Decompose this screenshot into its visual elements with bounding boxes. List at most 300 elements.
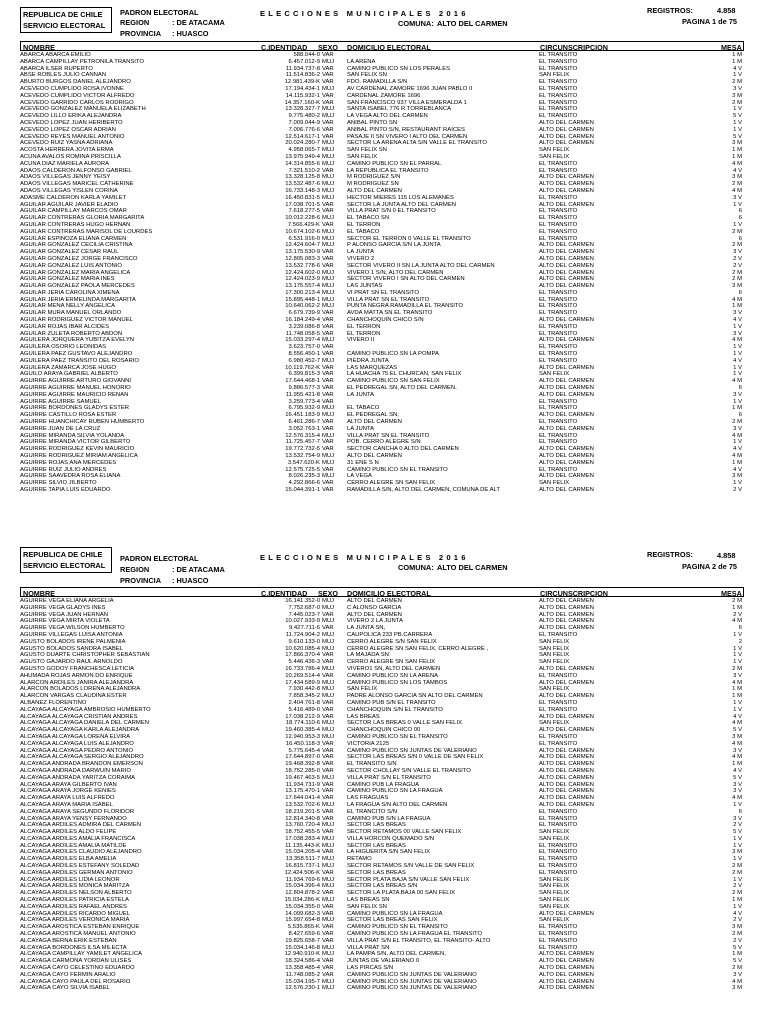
voter-name: AGUILAR GONZALEZ PAOLA MERCEDES	[20, 283, 135, 290]
table-row	[20, 761, 744, 768]
table-row	[20, 693, 744, 700]
provincia-value: : HUASCO	[172, 29, 209, 38]
voter-cedula: 11.514.836-2	[285, 72, 320, 79]
voter-name: AGUILAR CONTRERAS MARISOL DE LOURDES	[20, 228, 153, 235]
voter-cedula: 12.576.230-1	[285, 985, 320, 992]
page-number: PAGINA 1 de 75	[682, 17, 738, 26]
org-name-line2: SERVICIO ELECTORAL	[23, 21, 106, 30]
voter-cedula: 7.752.687-0	[288, 604, 320, 611]
voter-sexo: MUJ	[322, 618, 335, 625]
voter-mesa: 1 M	[732, 604, 742, 611]
voter-cedula: 15.997.654-8	[285, 917, 320, 924]
table-row	[20, 222, 744, 229]
voter-cedula: 5.535.865-K	[287, 924, 320, 931]
table-row	[20, 59, 744, 66]
table-row	[20, 754, 744, 761]
table-row	[20, 979, 744, 986]
voter-circunscripcion: EL TRANSITO	[539, 405, 578, 412]
voter-circunscripcion: SAN FELIX	[539, 645, 570, 652]
voter-cedula: 4.292.866-6	[288, 480, 320, 487]
voter-sexo: MUJ	[322, 944, 335, 951]
voter-circunscripcion: SAN FELIX	[539, 835, 570, 842]
voter-sexo: VAR	[322, 754, 334, 761]
voter-circunscripcion: EL TRANSITO	[539, 310, 578, 317]
voter-sexo: VAR	[322, 625, 334, 632]
voter-name: ACEVEDO LILLO ERIKA ALEJANDRA	[20, 113, 122, 120]
voter-sexo: VAR	[322, 92, 334, 99]
table-row	[20, 188, 744, 195]
voter-sexo: VAR	[322, 419, 334, 426]
election-title: ELECCIONES MUNICIPALES 2016	[260, 9, 469, 18]
voter-mesa: 1 V	[733, 364, 742, 371]
table-row	[20, 202, 744, 209]
voter-sexo: VAR	[322, 480, 334, 487]
voter-mesa: 2 V	[733, 262, 742, 269]
table-row	[20, 405, 744, 412]
voter-name: AGUILAR JERIA ERMELINDA MARGARITA	[20, 296, 136, 303]
voter-mesa: 1 V	[733, 876, 742, 883]
voter-circunscripcion: EL TRANSITO	[539, 289, 578, 296]
voter-sexo: MUJ	[322, 645, 335, 652]
voter-circunscripcion: ALTO DEL CARMEN	[539, 958, 594, 965]
voter-mesa: 4 V	[733, 446, 742, 453]
voter-domicilio: CAUPOLICA 233 PB.CARRERA	[347, 631, 433, 638]
voter-domicilio: LA MAJADA SN	[347, 652, 389, 659]
voter-mesa: 3 V	[733, 425, 742, 432]
table-row	[20, 174, 744, 181]
table-row	[20, 782, 744, 789]
voter-mesa: 2 V	[733, 611, 742, 618]
table-row	[20, 625, 744, 632]
voter-name: ALARCON ARDILES JANIRA ALEJANDRA	[20, 679, 134, 686]
voter-sexo: VAR	[322, 781, 334, 788]
voter-mesa: 4 M	[732, 160, 742, 167]
table-row	[20, 140, 744, 147]
voter-name: ALCAYAGA ARAYA JORGE KENIES	[20, 788, 116, 795]
voter-circunscripcion: EL TRANSITO	[539, 52, 578, 58]
voter-circunscripcion: EL TRANSITO	[539, 931, 578, 938]
voter-mesa: 3 V	[733, 391, 742, 398]
voter-sexo: MUJ	[322, 228, 335, 235]
table-row	[20, 249, 744, 256]
voter-cedula: 3.239.086-8	[288, 323, 320, 330]
voter-cedula: 10.674.102-6	[285, 228, 320, 235]
voter-mesa: 4 V	[733, 767, 742, 774]
voter-sexo: MUJ	[322, 842, 335, 849]
voter-domicilio: SECTOR RETAMOS 00 VALLE SAN FELIX	[347, 829, 462, 836]
voter-mesa: 2 M	[732, 419, 742, 426]
voter-cedula: 7.618.277-5	[288, 208, 320, 215]
voter-sexo: VAR	[322, 958, 334, 965]
voter-domicilio: ALTO DEL CARMEN	[347, 598, 402, 604]
voter-domicilio: EL TRANSITO S/N	[347, 761, 397, 768]
voter-domicilio: SECTOR LA PLATA BAJA 00 SAN FELIX	[347, 890, 456, 897]
voter-sexo: VAR	[322, 344, 334, 351]
voter-mesa: 4 M	[732, 618, 742, 625]
voter-cedula: 17.866.370-4	[285, 652, 320, 659]
voter-circunscripcion: EL TRANSITO	[539, 631, 578, 638]
voter-circunscripcion: EL TRANSITO	[539, 863, 578, 870]
voter-name: ACEVEDO LOPEZ OSCAR ADRIAN	[20, 126, 116, 133]
voter-cedula: 12.576.315-4	[285, 432, 320, 439]
voter-sexo: VAR	[322, 466, 334, 473]
table-row	[20, 100, 744, 107]
voter-sexo: VAR	[322, 869, 334, 876]
voter-mesa: 5 V	[733, 944, 742, 951]
voter-sexo: VAR	[322, 446, 334, 453]
voter-sexo: VAR	[322, 910, 334, 917]
voter-name: ALCAYAGA ARAYA MARIA ISABEL	[20, 801, 113, 808]
voter-mesa: 4 V	[733, 167, 742, 174]
voter-name: AGUILAR AGUILAR JAVIER ELADIO	[20, 201, 119, 208]
voter-mesa: 1 V	[733, 72, 742, 79]
voter-name: AGUIRRE VEGA WILSON HUMBERTO	[20, 625, 125, 632]
voter-cedula: 7.566.429-K	[287, 221, 320, 228]
voter-mesa: 3 M	[732, 985, 742, 992]
voter-domicilio: CAMINO PUBLICO SN SAN FELIX	[347, 378, 440, 385]
voter-name: AGUIRRE VEGA MIRTA VIOLETA	[20, 618, 110, 625]
voter-domicilio: VICTORIA 2125	[347, 740, 390, 747]
voter-name: AGUILERA JORQUERA YUBITZA EVELYN	[20, 337, 135, 344]
voter-mesa: 2 M	[732, 242, 742, 249]
registros-label: REGISTROS:	[647, 550, 693, 559]
voter-domicilio: LA VEGA	[347, 473, 372, 480]
voter-cedula: 15.034.396-4	[285, 883, 320, 890]
voter-cedula: 12.804.878-2	[285, 890, 320, 897]
table-row	[20, 659, 744, 666]
voter-circunscripcion: SAN FELIX	[539, 686, 570, 693]
voter-domicilio: VIVERO1 SN, ALTO DEL CARMEN	[347, 665, 441, 672]
voter-domicilio: FDO. RAMADILLA S/N	[347, 79, 408, 86]
voter-mesa: 1 V	[733, 652, 742, 659]
voter-mesa: 1 V	[733, 126, 742, 133]
table-row	[20, 883, 744, 890]
table-row	[20, 72, 744, 79]
voter-name: ACEVEDO GONZALEZ MANUELA ELIZABETH	[20, 106, 146, 113]
voter-mesa: 2 M	[732, 665, 742, 672]
voter-name: ACEVEDO LOPEZ JUAN HERIBERTO	[20, 119, 123, 126]
voter-sexo: VAR	[322, 890, 334, 897]
voter-circunscripcion: ALTO DEL CARMEN	[539, 364, 594, 371]
voter-name: ACUÑA DIAZ MARIELA AURORA	[20, 160, 110, 167]
voter-circunscripcion: EL TRANSITO	[539, 344, 578, 351]
col-sexo: SEXO	[318, 42, 338, 52]
voter-name: ALCAYAGA ARDILES ALDO FELIPE	[20, 829, 117, 836]
voter-cedula: 6.399.815-3	[288, 371, 320, 378]
voter-cedula: 15.034.146-8	[285, 944, 320, 951]
voter-sexo: VAR	[322, 439, 334, 446]
voter-sexo: MUJ	[322, 679, 335, 686]
voter-cedula: 6.679.739-9	[288, 310, 320, 317]
voter-name: AGUILAR GONZALEZ LUIS ANTONIO	[20, 262, 123, 269]
voter-domicilio: SAN FELIX SN	[347, 903, 387, 910]
table-row	[20, 52, 744, 59]
voter-sexo: MUJ	[322, 978, 335, 985]
voter-domicilio: CERRO ALEGRE S/N SAN FELIX	[347, 638, 437, 645]
table-row	[20, 392, 744, 399]
voter-domicilio: LA JUNTA	[347, 391, 375, 398]
voter-circunscripcion: ALTO DEL CARMEN	[539, 487, 594, 493]
voter-circunscripcion: SAN FELIX	[539, 480, 570, 487]
voter-cedula: 12.424.604-7	[285, 242, 320, 249]
table-row	[20, 134, 744, 141]
voter-circunscripcion: ALTO DEL CARMEN	[539, 337, 594, 344]
voter-cedula: 16.451.183-9	[285, 412, 320, 419]
voter-sexo: VAR	[322, 829, 334, 836]
table-row	[20, 870, 744, 877]
voter-mesa: 3 V	[733, 971, 742, 978]
voter-cedula: 19.825.658-7	[285, 937, 320, 944]
table-row	[20, 686, 744, 693]
voter-circunscripcion: ALTO DEL CARMEN	[539, 625, 594, 632]
voter-circunscripcion: EL TRANSITO	[539, 167, 578, 174]
table-row	[20, 365, 744, 372]
voter-cedula: 13.358.485-4	[285, 965, 320, 972]
voter-cedula: 12.805.083-3	[285, 255, 320, 262]
voter-name: AGUSTO GAJARDO RAUL ARNOLDO	[20, 659, 123, 666]
voter-cedula: 13.532.487-6	[285, 181, 320, 188]
voter-sexo: VAR	[322, 317, 334, 324]
voter-domicilio: LA JUNTA	[347, 249, 375, 256]
voter-name: ALCAYAGA ARDILES NELSON ALBERTO	[20, 890, 132, 897]
voter-mesa: 2	[738, 638, 742, 645]
voter-name: ABSE ROBLES JULIO CANNAN	[20, 72, 107, 79]
voter-name: ABARCA ABARCA EMILIO	[20, 52, 91, 58]
voter-circunscripcion: EL TRANSITO	[539, 85, 578, 92]
voter-circunscripcion: ALTO DEL CARMEN	[539, 453, 594, 460]
table-row	[20, 242, 744, 249]
voter-circunscripcion: ALTO DEL CARMEN	[539, 971, 594, 978]
voter-cedula: 20.024.280-7	[285, 140, 320, 147]
voter-cedula: 18.324.586-4	[285, 958, 320, 965]
table-row	[20, 378, 744, 385]
voter-name: ALCAYAGA ARDILES PATRICIA ESTELA	[20, 897, 129, 904]
voter-domicilio: SECTOR LAS BREAS 0 VALLE SAN FELIX	[347, 720, 463, 727]
voter-cedula: 9.775.480-2	[288, 113, 320, 120]
voter-name: ALCAYAGA ALCAYAGA SERGIO ALEJANDRO	[20, 754, 144, 761]
voter-cedula: 11.934.769-6	[285, 876, 320, 883]
voter-sexo: VAR	[322, 699, 334, 706]
table-row	[20, 632, 744, 639]
voter-cedula: 2.404.761-8	[288, 699, 320, 706]
voter-circunscripcion: SAN FELIX	[539, 917, 570, 924]
voter-name: ALARCON BOLADOS LORENA ALEJANDRA	[20, 686, 141, 693]
voter-circunscripcion: SAN FELIX	[539, 829, 570, 836]
voter-circunscripcion: ALTO DEL CARMEN	[539, 255, 594, 262]
voter-mesa: 2 V	[733, 937, 742, 944]
voter-circunscripcion: ALTO DEL CARMEN	[539, 985, 594, 992]
voter-circunscripcion: EL TRANSITO	[539, 869, 578, 876]
voter-circunscripcion: EL TRANSITO	[539, 330, 578, 337]
voter-domicilio: CHANCHOQUIN CHICO S/N	[347, 317, 424, 324]
voter-domicilio: SECTOR EL TERRON 0 VALLE EL TRANSITO	[347, 235, 471, 242]
voter-cedula: 7.321.510-2	[288, 167, 320, 174]
voter-cedula: 19.772.732-5	[285, 446, 320, 453]
voter-domicilio: PIEDRA JUNTA	[347, 357, 389, 364]
voter-sexo: MUJ	[322, 215, 335, 222]
voter-domicilio: VILLA PRAT S/N EL TRANSITO	[347, 774, 431, 781]
table-row	[20, 890, 744, 897]
voter-domicilio: SAN FELIX SN	[347, 147, 387, 154]
voter-name: ALCAYAGA ARDILES GERMAN ANTONIO	[20, 869, 133, 876]
voter-cedula: 8.026.235-3	[288, 473, 320, 480]
voter-sexo: VAR	[322, 903, 334, 910]
table-row	[20, 822, 744, 829]
voter-circunscripcion: ALTO DEL CARMEN	[539, 693, 594, 700]
voter-mesa: 2 M	[732, 276, 742, 283]
voter-mesa: 4 M	[732, 337, 742, 344]
voter-cedula: 12.814.340-8	[285, 815, 320, 822]
voter-domicilio: M RODRIGUEZ SN	[347, 181, 399, 188]
table-row	[20, 270, 744, 277]
voter-circunscripcion: EL TRANSITO	[539, 937, 578, 944]
voter-name: AGUILAR ROJAS IBAR ALCIDES	[20, 323, 110, 330]
table-row	[20, 938, 744, 945]
voter-mesa: 2 V	[733, 917, 742, 924]
voter-mesa: 2 V	[733, 822, 742, 829]
voter-domicilio: LA HIGUERITA S/N SAN FELIX	[347, 849, 431, 856]
voter-circunscripcion: EL TRANSITO	[539, 58, 578, 65]
voter-domicilio: EL TABACO SN	[347, 215, 390, 222]
voter-circunscripcion: SAN FELIX	[539, 720, 570, 727]
table-row	[20, 331, 744, 338]
voter-name: AGUIRRE ROJAS ANA MERCEDES	[20, 459, 117, 466]
comuna-value: ALTO DEL CARMEN	[437, 19, 508, 28]
voter-sexo: MUJ	[322, 801, 335, 808]
voter-mesa: 1 V	[733, 801, 742, 808]
voter-mesa: 1 V	[733, 903, 742, 910]
voter-sexo: VAR	[322, 126, 334, 133]
voter-sexo: MUJ	[322, 160, 335, 167]
voter-cedula: 15.034.205-4	[285, 849, 320, 856]
voter-mesa: 1 V	[733, 631, 742, 638]
voter-cedula: 11.934.737-8	[285, 65, 320, 72]
voter-domicilio: SECTOR LAS BREAS	[347, 822, 406, 829]
voter-mesa: 2 M	[732, 965, 742, 972]
voter-domicilio: SANTA ISABEL 776 R.TORREBLANCA	[347, 106, 451, 113]
voter-domicilio: CAMINO PUBLICO SN JUNTAS DE VALERIANO	[347, 985, 477, 992]
voter-sexo: VAR	[322, 747, 334, 754]
col-nombre: NOMBRE	[23, 42, 55, 52]
voter-name: ALCAYAGA ALCAYAGA PEDRO ANTONIO	[20, 747, 134, 754]
voter-mesa: 5 V	[733, 958, 742, 965]
col-nombre: NOMBRE	[23, 588, 55, 598]
voter-circunscripcion: ALTO DEL CARMEN	[539, 201, 594, 208]
voter-name: ALCAYAGA ALCAYAGA DANIELA DEL CARMEN	[20, 720, 149, 727]
voter-mesa: 1 M	[732, 405, 742, 412]
table-row	[20, 720, 744, 727]
voter-name: ALCAYAGA AROSTICA ESTEBAN ENRIQUE	[20, 924, 140, 931]
voter-sexo: MUJ	[322, 140, 335, 147]
table-row	[20, 788, 744, 795]
voter-domicilio: CHANCHOQUIN CHICO 00	[347, 727, 421, 734]
voter-cedula: 16.815.737-1	[285, 863, 320, 870]
voter-name: ALCAYAGA ARDILES LIDIA LEONOR	[20, 876, 120, 883]
voter-cedula: 11.748.058-5	[285, 330, 320, 337]
voter-sexo: MUJ	[322, 85, 335, 92]
voter-domicilio: CAMINO PUBLICO SN LA FRAGUA	[347, 910, 443, 917]
voter-domicilio: ALTO DEL CARMEN	[347, 611, 402, 618]
voter-domicilio: VILLA PRAT SN	[347, 944, 390, 951]
voter-sexo: MUJ	[322, 822, 335, 829]
voter-cedula: 13.532.702-6	[285, 801, 320, 808]
voter-domicilio: EL PEDREGAL SN,	[347, 412, 399, 419]
voter-mesa: 5 V	[733, 829, 742, 836]
voter-name: ALCAYAGA ARDILES AMALIA MATILDE	[20, 842, 127, 849]
voter-name: AGUIRRE AGUIRRE SAMUEL	[20, 398, 101, 405]
registros-label: REGISTROS:	[647, 6, 693, 15]
voter-sexo: VAR	[322, 208, 334, 215]
voter-name: AGUILAR ZULETA ROBERTO ABDON	[20, 330, 123, 337]
voter-circunscripcion: ALTO DEL CARMEN	[539, 795, 594, 802]
voter-circunscripcion: EL TRANSITO	[539, 432, 578, 439]
table-row	[20, 467, 744, 474]
voter-sexo: VAR	[322, 937, 334, 944]
voter-mesa: 1 V	[733, 480, 742, 487]
voter-sexo: MUJ	[322, 242, 335, 249]
voter-domicilio: LA VEGA ALTO DEL CARMEN	[347, 113, 428, 120]
voter-circunscripcion: EL TRANSITO	[539, 842, 578, 849]
voter-cedula: 18.219.201-5	[285, 808, 320, 815]
voter-circunscripcion: EL TRANSITO	[539, 92, 578, 99]
voter-cedula: 19.468.392-8	[285, 761, 320, 768]
table-row	[20, 256, 744, 263]
voter-circunscripcion: EL TRANSITO	[539, 303, 578, 310]
voter-sexo: MUJ	[322, 604, 335, 611]
voter-mesa: 4 V	[733, 910, 742, 917]
voter-circunscripcion: ALTO DEL CARMEN	[539, 910, 594, 917]
voter-sexo: MUJ	[322, 337, 335, 344]
voter-name: AGUILERA ZAMARCA JOSE HUGO	[20, 364, 116, 371]
voter-name: AGUILAR GONZALEZ JORGE FRANCISCO	[20, 255, 138, 262]
voter-mesa: 2 M	[732, 890, 742, 897]
table-row	[20, 127, 744, 134]
voter-circunscripcion: ALTO DEL CARMEN	[539, 126, 594, 133]
voter-domicilio: M RODRIGUEZ S/N	[347, 174, 401, 181]
voter-mesa: 2 M	[732, 269, 742, 276]
table-row	[20, 215, 744, 222]
table-row	[20, 86, 744, 93]
voter-circunscripcion: ALTO DEL CARMEN	[539, 611, 594, 618]
voter-name: AGUILAR GONZALEZ CECILIA CRISTINA	[20, 242, 133, 249]
voter-name: AGUILAR RODRIGUEZ VICTOR MANUEL	[20, 317, 133, 324]
voter-circunscripcion: ALTO DEL CARMEN	[539, 446, 594, 453]
voter-mesa: 4 M	[732, 187, 742, 194]
voter-name: ABURTO BURGOS DANIEL ALEJANDRO	[20, 79, 131, 86]
voter-mesa: 2 V	[733, 487, 742, 493]
voter-sexo: VAR	[322, 659, 334, 666]
voter-name: AGUIRRE AGUIRRE MANUEL HONORIO	[20, 385, 131, 392]
voter-sexo: MUJ	[322, 303, 335, 310]
voter-circunscripcion: EL TRANSITO	[539, 106, 578, 113]
voter-sexo: VAR	[322, 849, 334, 856]
voter-name: ALCAYAGA AROSTICA MANUEL ANTONIO	[20, 931, 136, 938]
voter-cedula: 6.795.932-9	[288, 405, 320, 412]
voter-name: AGUILERA PAEZ TRANSITO DEL ROSARIO	[20, 357, 139, 364]
voter-sexo: VAR	[322, 351, 334, 358]
voter-sexo: VAR	[322, 788, 334, 795]
voter-circunscripcion: EL TRANSITO	[539, 221, 578, 228]
voter-name: ALCAYAGA CAYO CELESTINO EDUARDO	[20, 965, 135, 972]
table-row	[20, 795, 744, 802]
table-row	[20, 283, 744, 290]
voter-domicilio: EL TERRON	[347, 330, 381, 337]
voter-mesa: 4 V	[733, 713, 742, 720]
voter-sexo: VAR	[322, 815, 334, 822]
table-row	[20, 924, 744, 931]
voter-cedula: 18.774.110-6	[285, 720, 320, 727]
voter-circunscripcion: ALTO DEL CARMEN	[539, 412, 594, 419]
